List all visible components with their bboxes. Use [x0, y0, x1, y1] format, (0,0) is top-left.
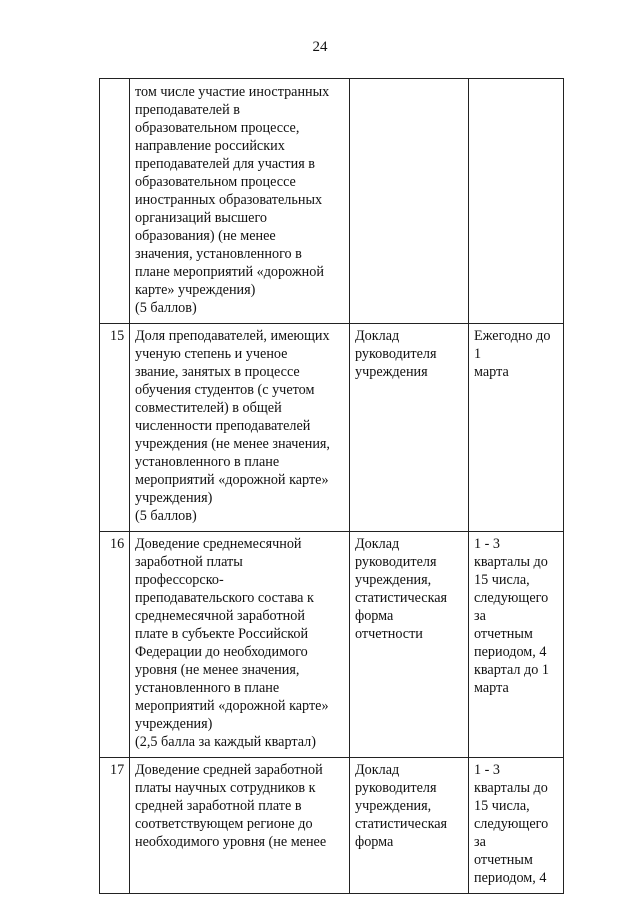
- reporting-source: Доклад руководителя учреждения, статистическая форма: [350, 758, 469, 894]
- table-row: [100, 532, 564, 758]
- reporting-deadline: Ежегодно до 1 марта: [469, 324, 564, 532]
- indicators-table: [99, 78, 564, 894]
- table-row: [100, 324, 564, 532]
- reporting-source: Доклад руководителя учреждения, статистическая форма отчетности: [350, 532, 469, 758]
- indicator-description: Доля преподавателей, имеющих ученую степень и ученое звание, занятых в процессе обучения студентов (с учетом совместителей) в общей численности преподавателей учреждения (не менее значения, установленного в плане мероприятий «дорожной карте» учреждения) (5 баллов): [130, 324, 350, 532]
- indicator-description: том числе участие иностранных преподавателей в образовательном процессе, направление российских преподавателей для участия в образовательном процессе иностранных образовательных организаций высшего образования) (не менее значения, установленного в плане мероприятий «дорожной карте» учреждения) (5 баллов): [130, 79, 350, 324]
- row-number: 15: [100, 324, 130, 532]
- table-row: [100, 79, 564, 324]
- reporting-deadline: [469, 79, 564, 324]
- row-number: 16: [100, 532, 130, 758]
- reporting-deadline: 1 - 3 кварталы до 15 числа, следующего за отчетным периодом, 4 квартал до 1 марта: [469, 532, 564, 758]
- row-number: 17: [100, 758, 130, 894]
- reporting-source: Доклад руководителя учреждения: [350, 324, 469, 532]
- table-row: [100, 758, 564, 894]
- reporting-deadline: 1 - 3 кварталы до 15 числа, следующего за отчетным периодом, 4: [469, 758, 564, 894]
- row-number: [100, 79, 130, 324]
- indicator-description: Доведение среднемесячной заработной платы профессорско- преподавательского состава к среднемесячной заработной плате в субъекте Российской Федерации до необходимого уровня (не менее значения, установленного в плане мероприятий «дорожной карте» учреждения) (2,5 балла за каждый квартал): [130, 532, 350, 758]
- reporting-source: [350, 79, 469, 324]
- indicator-description: Доведение средней заработной платы научных сотрудников к средней заработной плате в соответствующем регионе до необходимого уровня (не менее: [130, 758, 350, 894]
- page-number: 24: [312, 39, 328, 55]
